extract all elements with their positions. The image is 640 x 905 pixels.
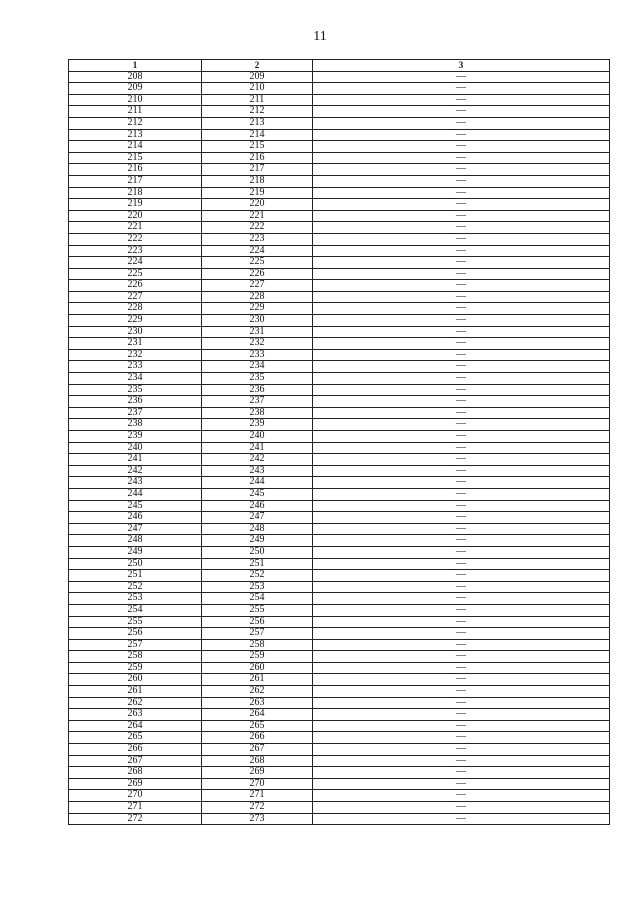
table-row [69, 210, 610, 222]
table-cell-col-2: 245 [202, 488, 313, 500]
table-cell-col-1: 236 [69, 396, 202, 408]
table-cell-col-1: 259 [69, 662, 202, 674]
table-cell-col-2: 267 [202, 744, 313, 756]
table-cell-col-3: — [313, 384, 610, 396]
table-row [69, 813, 610, 825]
data-table [68, 59, 610, 825]
table-header-row [69, 60, 610, 72]
table-row [69, 373, 610, 385]
table-cell-col-3: — [313, 709, 610, 721]
table-cell-col-3: — [313, 488, 610, 500]
table-cell-col-1: 249 [69, 546, 202, 558]
table-cell-col-2: 251 [202, 558, 313, 570]
table-row [69, 152, 610, 164]
table-row [69, 767, 610, 779]
table-cell-col-2: 247 [202, 512, 313, 524]
table-row [69, 512, 610, 524]
table-cell-col-1: 258 [69, 651, 202, 663]
table-cell-col-1: 210 [69, 94, 202, 106]
table-cell-col-2: 226 [202, 268, 313, 280]
table-cell-col-1: 221 [69, 222, 202, 234]
table-row [69, 744, 610, 756]
table-cell-col-3: — [313, 280, 610, 292]
table-row [69, 384, 610, 396]
table-cell-col-2: 253 [202, 581, 313, 593]
table-cell-col-2: 246 [202, 500, 313, 512]
table-cell-col-2: 225 [202, 257, 313, 269]
table-cell-col-3: — [313, 686, 610, 698]
table-cell-col-3: — [313, 291, 610, 303]
table-row [69, 616, 610, 628]
table-cell-col-2: 240 [202, 431, 313, 443]
table-cell-col-3: — [313, 662, 610, 674]
table-cell-col-3: — [313, 361, 610, 373]
table-cell-col-3: — [313, 349, 610, 361]
table-row [69, 662, 610, 674]
table-cell-col-1: 214 [69, 141, 202, 153]
table-cell-col-3: — [313, 604, 610, 616]
table-cell-col-1: 271 [69, 802, 202, 814]
table-cell-col-1: 227 [69, 291, 202, 303]
table-cell-col-3: — [313, 315, 610, 327]
table-cell-col-3: — [313, 593, 610, 605]
table-cell-col-2: 243 [202, 465, 313, 477]
table-row [69, 628, 610, 640]
table-cell-col-3: — [313, 94, 610, 106]
table-cell-col-1: 231 [69, 338, 202, 350]
table-cell-col-2: 227 [202, 280, 313, 292]
table-cell-col-2: 228 [202, 291, 313, 303]
table-cell-col-1: 263 [69, 709, 202, 721]
table-row [69, 407, 610, 419]
table-cell-col-1: 243 [69, 477, 202, 489]
table-cell-col-1: 250 [69, 558, 202, 570]
table-cell-col-2: 248 [202, 523, 313, 535]
table-cell-col-3: — [313, 106, 610, 118]
table-cell-col-2: 236 [202, 384, 313, 396]
table-row [69, 303, 610, 315]
table-row [69, 477, 610, 489]
table-row [69, 187, 610, 199]
table-cell-col-3: — [313, 83, 610, 95]
table-cell-col-2: 217 [202, 164, 313, 176]
table-row [69, 129, 610, 141]
table-row [69, 83, 610, 95]
table-cell-col-1: 233 [69, 361, 202, 373]
table-row [69, 523, 610, 535]
table-row [69, 164, 610, 176]
table-cell-col-1: 247 [69, 523, 202, 535]
table-cell-col-1: 222 [69, 233, 202, 245]
table-row [69, 141, 610, 153]
table-cell-col-2: 250 [202, 546, 313, 558]
table-cell-col-1: 261 [69, 686, 202, 698]
table-cell-col-2: 222 [202, 222, 313, 234]
table-body [69, 71, 610, 825]
column-header-1: 1 [69, 60, 202, 72]
table-cell-col-1: 260 [69, 674, 202, 686]
table-cell-col-1: 269 [69, 778, 202, 790]
table-row [69, 268, 610, 280]
table-cell-col-2: 210 [202, 83, 313, 95]
table-cell-col-3: — [313, 558, 610, 570]
table-cell-col-2: 229 [202, 303, 313, 315]
table-row [69, 558, 610, 570]
table-cell-col-2: 265 [202, 720, 313, 732]
table-cell-col-2: 266 [202, 732, 313, 744]
table-cell-col-1: 242 [69, 465, 202, 477]
table-cell-col-1: 208 [69, 71, 202, 83]
table-cell-col-3: — [313, 141, 610, 153]
table-cell-col-3: — [313, 546, 610, 558]
table-row [69, 442, 610, 454]
table-row [69, 546, 610, 558]
table-cell-col-1: 237 [69, 407, 202, 419]
table-cell-col-1: 217 [69, 175, 202, 187]
table-cell-col-3: — [313, 778, 610, 790]
table-row [69, 535, 610, 547]
table-cell-col-2: 223 [202, 233, 313, 245]
table-cell-col-3: — [313, 338, 610, 350]
page-number: 11 [313, 29, 327, 44]
table-cell-col-2: 241 [202, 442, 313, 454]
table-cell-col-3: — [313, 396, 610, 408]
table-cell-col-2: 211 [202, 94, 313, 106]
table-row [69, 199, 610, 211]
table-cell-col-2: 273 [202, 813, 313, 825]
table-cell-col-3: — [313, 535, 610, 547]
table-row [69, 117, 610, 129]
table-cell-col-2: 220 [202, 199, 313, 211]
table-cell-col-3: — [313, 210, 610, 222]
table-cell-col-2: 239 [202, 419, 313, 431]
column-header-2: 2 [202, 60, 313, 72]
table-row [69, 338, 610, 350]
table-cell-col-3: — [313, 326, 610, 338]
table-row [69, 604, 610, 616]
table-cell-col-1: 241 [69, 454, 202, 466]
table-row [69, 500, 610, 512]
table-row [69, 233, 610, 245]
table-cell-col-1: 270 [69, 790, 202, 802]
table-row [69, 651, 610, 663]
table-cell-col-3: — [313, 581, 610, 593]
table-cell-col-1: 235 [69, 384, 202, 396]
table-cell-col-2: 232 [202, 338, 313, 350]
table-cell-col-1: 245 [69, 500, 202, 512]
table-row [69, 697, 610, 709]
table-cell-col-2: 270 [202, 778, 313, 790]
table-row [69, 709, 610, 721]
table-row [69, 639, 610, 651]
table-row [69, 790, 610, 802]
table-cell-col-2: 224 [202, 245, 313, 257]
table-row [69, 71, 610, 83]
table-cell-col-2: 258 [202, 639, 313, 651]
table-cell-col-2: 261 [202, 674, 313, 686]
table-cell-col-3: — [313, 732, 610, 744]
table-cell-col-3: — [313, 268, 610, 280]
table-cell-col-1: 218 [69, 187, 202, 199]
table-cell-col-2: 238 [202, 407, 313, 419]
table-cell-col-2: 269 [202, 767, 313, 779]
table-cell-col-2: 235 [202, 373, 313, 385]
table-cell-col-3: — [313, 117, 610, 129]
table-cell-col-2: 209 [202, 71, 313, 83]
table-row [69, 106, 610, 118]
table-cell-col-2: 256 [202, 616, 313, 628]
table-cell-col-3: — [313, 419, 610, 431]
table-cell-col-1: 266 [69, 744, 202, 756]
table-cell-col-3: — [313, 477, 610, 489]
table-row [69, 257, 610, 269]
table-cell-col-2: 231 [202, 326, 313, 338]
table-cell-col-1: 226 [69, 280, 202, 292]
table-cell-col-3: — [313, 187, 610, 199]
table-row [69, 465, 610, 477]
table-cell-col-3: — [313, 697, 610, 709]
table-row [69, 175, 610, 187]
table-cell-col-1: 251 [69, 570, 202, 582]
table-cell-col-1: 246 [69, 512, 202, 524]
table-cell-col-3: — [313, 744, 610, 756]
table-cell-col-1: 262 [69, 697, 202, 709]
table-cell-col-3: — [313, 628, 610, 640]
table-cell-col-2: 271 [202, 790, 313, 802]
table-cell-col-1: 230 [69, 326, 202, 338]
table-cell-col-2: 214 [202, 129, 313, 141]
table-cell-col-2: 218 [202, 175, 313, 187]
table-cell-col-1: 219 [69, 199, 202, 211]
table-cell-col-3: — [313, 407, 610, 419]
table-cell-col-3: — [313, 570, 610, 582]
table-row [69, 778, 610, 790]
table-row [69, 686, 610, 698]
table-row [69, 570, 610, 582]
table-cell-col-2: 221 [202, 210, 313, 222]
table-cell-col-1: 254 [69, 604, 202, 616]
table-row [69, 802, 610, 814]
table-cell-col-1: 255 [69, 616, 202, 628]
table-cell-col-1: 257 [69, 639, 202, 651]
table-row [69, 593, 610, 605]
table-cell-col-3: — [313, 245, 610, 257]
table-cell-col-2: 249 [202, 535, 313, 547]
table-cell-col-1: 209 [69, 83, 202, 95]
table-row [69, 349, 610, 361]
table-cell-col-1: 267 [69, 755, 202, 767]
table-cell-col-2: 230 [202, 315, 313, 327]
table-cell-col-2: 242 [202, 454, 313, 466]
table-cell-col-3: — [313, 616, 610, 628]
table-cell-col-3: — [313, 651, 610, 663]
table-row [69, 361, 610, 373]
table-cell-col-2: 215 [202, 141, 313, 153]
table-cell-col-3: — [313, 129, 610, 141]
table-cell-col-1: 240 [69, 442, 202, 454]
table-cell-col-1: 264 [69, 720, 202, 732]
table-cell-col-3: — [313, 71, 610, 83]
table-row [69, 581, 610, 593]
table-cell-col-3: — [313, 523, 610, 535]
table-cell-col-2: 259 [202, 651, 313, 663]
table-cell-col-1: 234 [69, 373, 202, 385]
table-cell-col-1: 253 [69, 593, 202, 605]
table-row [69, 755, 610, 767]
table-cell-col-2: 234 [202, 361, 313, 373]
table-cell-col-3: — [313, 431, 610, 443]
table-cell-col-3: — [313, 442, 610, 454]
table-cell-col-3: — [313, 164, 610, 176]
table-cell-col-1: 229 [69, 315, 202, 327]
table-cell-col-1: 211 [69, 106, 202, 118]
table-cell-col-2: 262 [202, 686, 313, 698]
table-cell-col-1: 239 [69, 431, 202, 443]
table-cell-col-2: 255 [202, 604, 313, 616]
table-cell-col-3: — [313, 813, 610, 825]
table-cell-col-1: 272 [69, 813, 202, 825]
table-row [69, 732, 610, 744]
table-cell-col-1: 212 [69, 117, 202, 129]
table-cell-col-1: 225 [69, 268, 202, 280]
table-cell-col-3: — [313, 454, 610, 466]
table-row [69, 396, 610, 408]
table-cell-col-1: 224 [69, 257, 202, 269]
column-header-3: 3 [313, 60, 610, 72]
table-cell-col-3: — [313, 674, 610, 686]
table-cell-col-3: — [313, 257, 610, 269]
table-cell-col-1: 223 [69, 245, 202, 257]
table-row [69, 419, 610, 431]
table-cell-col-2: 219 [202, 187, 313, 199]
table-cell-col-1: 268 [69, 767, 202, 779]
table-cell-col-3: — [313, 152, 610, 164]
table-cell-col-1: 256 [69, 628, 202, 640]
table-cell-col-2: 237 [202, 396, 313, 408]
table-cell-col-3: — [313, 465, 610, 477]
table-cell-col-3: — [313, 767, 610, 779]
table-cell-col-3: — [313, 512, 610, 524]
table-cell-col-3: — [313, 720, 610, 732]
table-row [69, 454, 610, 466]
table-cell-col-1: 213 [69, 129, 202, 141]
table-cell-col-1: 265 [69, 732, 202, 744]
table-cell-col-2: 268 [202, 755, 313, 767]
table-row [69, 488, 610, 500]
table-cell-col-3: — [313, 222, 610, 234]
table-row [69, 720, 610, 732]
table-cell-col-3: — [313, 373, 610, 385]
table-cell-col-1: 252 [69, 581, 202, 593]
table-cell-col-3: — [313, 199, 610, 211]
table-cell-col-3: — [313, 639, 610, 651]
table-cell-col-3: — [313, 755, 610, 767]
table-cell-col-2: 213 [202, 117, 313, 129]
table-cell-col-1: 215 [69, 152, 202, 164]
table-cell-col-1: 248 [69, 535, 202, 547]
table-cell-col-1: 244 [69, 488, 202, 500]
table-row [69, 94, 610, 106]
table-cell-col-1: 220 [69, 210, 202, 222]
table-cell-col-2: 260 [202, 662, 313, 674]
table-cell-col-3: — [313, 233, 610, 245]
table-cell-col-2: 244 [202, 477, 313, 489]
table-row [69, 291, 610, 303]
table-cell-col-2: 233 [202, 349, 313, 361]
table-row [69, 674, 610, 686]
table-cell-col-2: 252 [202, 570, 313, 582]
table-cell-col-3: — [313, 802, 610, 814]
table-cell-col-1: 228 [69, 303, 202, 315]
table-row [69, 245, 610, 257]
table-row [69, 326, 610, 338]
table-cell-col-3: — [313, 175, 610, 187]
table-row [69, 431, 610, 443]
table-row [69, 315, 610, 327]
table-cell-col-2: 216 [202, 152, 313, 164]
table-cell-col-1: 216 [69, 164, 202, 176]
table-cell-col-2: 264 [202, 709, 313, 721]
table-cell-col-1: 238 [69, 419, 202, 431]
table-cell-col-3: — [313, 500, 610, 512]
table-cell-col-2: 272 [202, 802, 313, 814]
table-cell-col-3: — [313, 790, 610, 802]
table-cell-col-2: 263 [202, 697, 313, 709]
table-cell-col-3: — [313, 303, 610, 315]
table-cell-col-1: 232 [69, 349, 202, 361]
table-cell-col-2: 254 [202, 593, 313, 605]
table-cell-col-2: 257 [202, 628, 313, 640]
table-row [69, 222, 610, 234]
table-cell-col-2: 212 [202, 106, 313, 118]
table-row [69, 280, 610, 292]
data-table-container [68, 59, 609, 825]
